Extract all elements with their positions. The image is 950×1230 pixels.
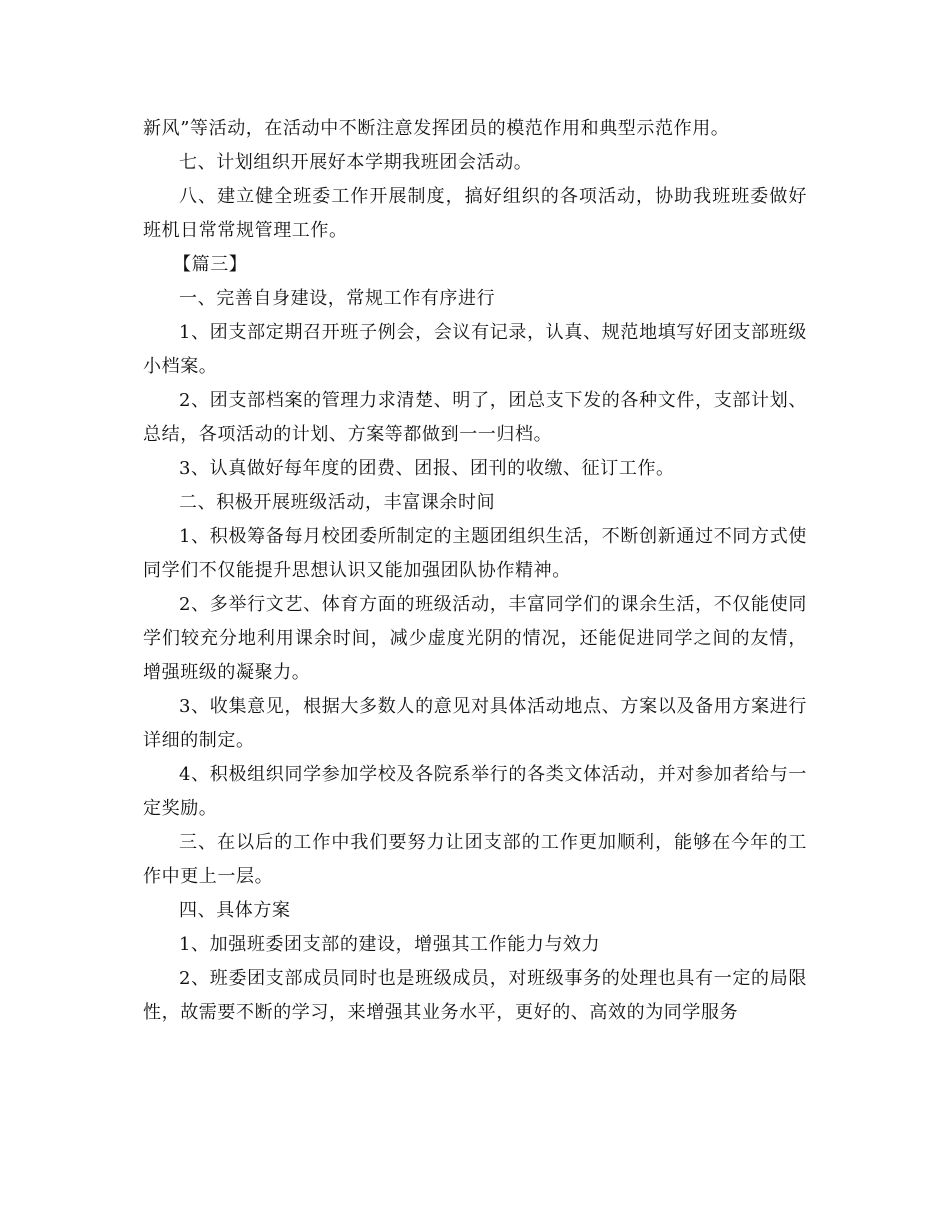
paragraph-continuation: 新风”等活动，在活动中不断注意发挥团员的模范作用和典型示范作用。 xyxy=(143,118,730,139)
section-heading-3: 三、在以后的工作中我们要努力让团支部的工作更加顺利，能够在今年的工作中更上一层。 xyxy=(143,832,807,887)
paragraph-4-1: 1、加强班委团支部的建设，增强其工作能力与效力 xyxy=(179,934,601,955)
paragraph-2-4: 4、积极组织同学参加学校及各院系举行的各类文体活动，并对参加者给与一定奖励。 xyxy=(143,764,807,819)
paragraph-item-8: 八、建立健全班委工作开展制度，搞好组织的各项活动，协助我班班委做好班机日常常规管理工作。 xyxy=(143,186,807,241)
paragraph-1-2: 2、团支部档案的管理力求清楚、明了，团总支下发的各种文件，支部计划、总结，各项活动的计划、方案等都做到一一归档。 xyxy=(143,390,807,445)
section-heading-2: 二、积极开展班级活动，丰富课余时间 xyxy=(179,492,496,513)
document-body xyxy=(143,112,807,1030)
paragraph-2-2: 2、多举行文艺、体育方面的班级活动，丰富同学们的课余生活，不仅能使同学们较充分地利用课余时间，减少虚度光阴的情况，还能促进同学之间的友情，增强班级的凝聚力。 xyxy=(143,594,807,683)
section-heading-1: 一、完善自身建设，常规工作有序进行 xyxy=(179,288,496,309)
paragraph-item-7: 七、计划组织开展好本学期我班团会活动。 xyxy=(179,152,533,173)
paragraph-1-3: 3、认真做好每年度的团费、团报、团刊的收缴、征订工作。 xyxy=(179,458,675,479)
paragraph-4-2: 2、班委团支部成员同时也是班级成员，对班级事务的处理也具有一定的局限性，故需要不断的学习，来增强其业务水平，更好的、高效的为同学服务 xyxy=(143,968,807,1023)
paragraph-1-1: 1、团支部定期召开班子例会，会议有记录，认真、规范地填写好团支部班级小档案。 xyxy=(143,322,807,377)
section-heading-part-three: 【篇三】 xyxy=(173,254,248,275)
paragraph-2-3: 3、收集意见，根据大多数人的意见对具体活动地点、方案以及备用方案进行详细的制定。 xyxy=(143,696,807,751)
section-heading-4: 四、具体方案 xyxy=(179,900,291,921)
paragraph-2-1: 1、积极筹备每月校团委所制定的主题团组织生活，不断创新通过不同方式使同学们不仅能提升思想认识又能加强团队协作精神。 xyxy=(143,526,807,581)
